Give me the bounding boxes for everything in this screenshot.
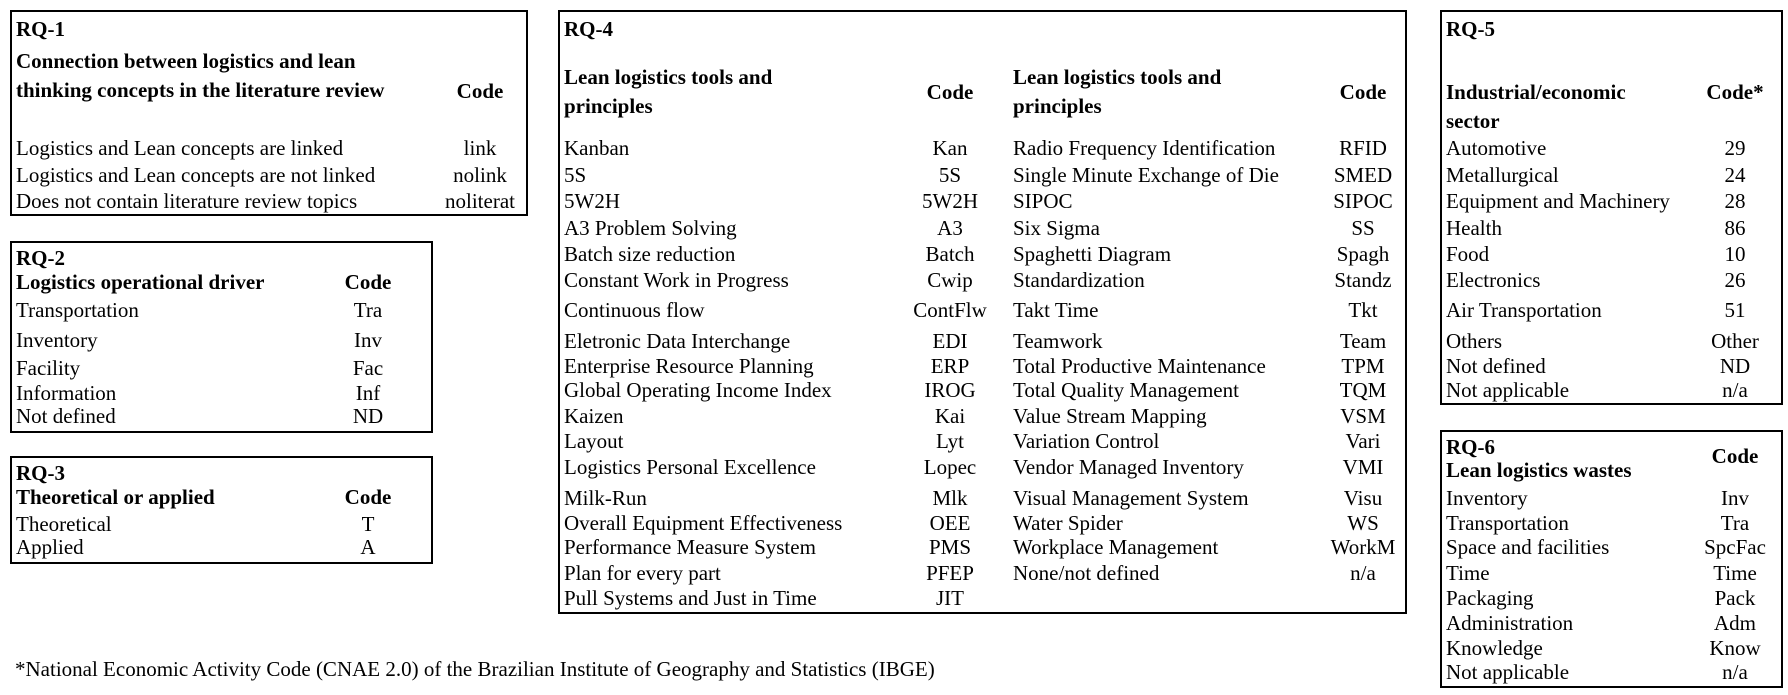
rq4-right-label: Total Quality Management — [1013, 378, 1239, 402]
rq1-row-code: noliterat — [445, 189, 515, 213]
rq4-right-code: SIPOC — [1333, 189, 1393, 213]
rq4-left-code: IROG — [924, 378, 976, 402]
rq3-header-label: Theoretical or applied — [16, 485, 215, 509]
rq4-right-label: Visual Management System — [1013, 486, 1249, 510]
rq4-left-label: Performance Measure System — [564, 535, 816, 559]
rq4-title: RQ-4 — [564, 17, 613, 41]
rq6-header-code: Code — [1711, 444, 1759, 468]
rq4-left-label: Constant Work in Progress — [564, 268, 789, 292]
rq4-left-code: Lyt — [935, 429, 964, 453]
rq2-header-label: Logistics operational driver — [16, 270, 265, 294]
rq4-left-code: 5W2H — [922, 189, 978, 213]
rq4-left-label: Batch size reduction — [564, 242, 736, 266]
rq2-row-label: Information — [16, 381, 117, 405]
rq4-left-label: Milk-Run — [564, 486, 647, 510]
rq4-right-code: Vari — [1345, 429, 1381, 453]
rq3-row-code: A — [360, 535, 376, 559]
rq1-row-label: Logistics and Lean concepts are not linked — [16, 163, 376, 187]
rq5-title: RQ-5 — [1446, 17, 1495, 41]
rq1-row-label: Logistics and Lean concepts are linked — [16, 136, 344, 160]
rq5-row-code: 51 — [1724, 298, 1746, 322]
rq4-right-label: Standardization — [1013, 268, 1145, 292]
rq4-left-label: Continuous flow — [564, 298, 705, 322]
rq4-left-code: PMS — [928, 535, 972, 559]
rq4-left-label: Overall Equipment Effectiveness — [564, 511, 843, 535]
rq2-row-code: Inf — [355, 381, 381, 405]
rq6-row-label: Transportation — [1446, 511, 1569, 535]
rq4-left-label: Kanban — [564, 136, 630, 160]
rq6-row-label: Inventory — [1446, 486, 1528, 510]
rq4-right-code: SMED — [1333, 163, 1393, 187]
rq6-row-label: Space and facilities — [1446, 535, 1610, 559]
rq4-right-code: Visu — [1343, 486, 1383, 510]
rq4-right-code: Standz — [1334, 268, 1392, 292]
rq4-right-code: Spagh — [1336, 242, 1390, 266]
rq6-row-code: SpcFac — [1704, 535, 1766, 559]
rq4-right-code: TPM — [1341, 354, 1385, 378]
rq5-header-code: Code* — [1706, 80, 1764, 104]
rq2-row-code: Inv — [354, 328, 382, 352]
rq3-row-code: T — [361, 512, 375, 536]
rq3-row-label: Theoretical — [16, 512, 112, 536]
rq2-row-code: Fac — [352, 356, 384, 380]
rq4-right-code: WorkM — [1330, 535, 1396, 559]
rq2-header-code: Code — [344, 270, 392, 294]
rq4-left-label: Logistics Personal Excellence — [564, 455, 816, 479]
rq6-row-label: Packaging — [1446, 586, 1534, 610]
rq5-row-code: 10 — [1724, 242, 1746, 266]
rq4-left-code: 5S — [938, 163, 962, 187]
rq4-right-code: VMI — [1342, 455, 1384, 479]
rq2-title: RQ-2 — [16, 246, 65, 270]
rq5-row-label: Food — [1446, 242, 1490, 266]
rq1-header-label: Connection between logistics and lean thinking concepts in the literature review — [16, 49, 385, 102]
rq4-right-code: Tkt — [1348, 298, 1378, 322]
rq6-row-label: Administration — [1446, 611, 1574, 635]
rq4-left-code: A3 — [937, 216, 963, 240]
rq6-row-code: n/a — [1722, 660, 1748, 684]
rq4-left-code: Mlk — [932, 486, 968, 510]
rq4-right-label: Vendor Managed Inventory — [1013, 455, 1244, 479]
rq1-header-code: Code — [456, 79, 504, 103]
rq5-row-label: Health — [1446, 216, 1502, 240]
rq4-right-code: n/a — [1350, 561, 1376, 585]
rq2-row-label: Inventory — [16, 328, 98, 352]
rq4-right-code: VSM — [1340, 404, 1386, 428]
rq4-left-code: OEE — [929, 511, 971, 535]
rq5-row-label: Not applicable — [1446, 378, 1570, 402]
rq4-left-code: Kai — [934, 404, 966, 428]
rq5-row-code: 24 — [1724, 163, 1746, 187]
rq2-row-code: Tra — [353, 298, 383, 322]
rq4-right-label: Six Sigma — [1013, 216, 1100, 240]
rq5-header-label: Industrial/economic sector — [1446, 80, 1626, 133]
rq4-left-label: Eletronic Data Interchange — [564, 329, 791, 353]
rq5-row-code: Other — [1711, 329, 1759, 353]
rq6-row-label: Not applicable — [1446, 660, 1570, 684]
rq6-row-code: Tra — [1720, 511, 1750, 535]
rq5-row-code: 29 — [1724, 136, 1746, 160]
rq4-right-code: SS — [1351, 216, 1375, 240]
rq5-row-code: 26 — [1724, 268, 1746, 292]
rq4-right-label: Workplace Management — [1013, 535, 1219, 559]
rq4-right-label: Single Minute Exchange of Die — [1013, 163, 1279, 187]
rq6-title: RQ-6 — [1446, 435, 1495, 459]
rq5-row-label: Electronics — [1446, 268, 1541, 292]
rq4-right-label: Radio Frequency Identification — [1013, 136, 1276, 160]
rq6-row-code: Adm — [1714, 611, 1756, 635]
rq6-header-label: Lean logistics wastes — [1446, 458, 1632, 482]
rq4-left-code: ContFlw — [913, 298, 987, 322]
rq6-row-code: Inv — [1721, 486, 1749, 510]
rq4-right-label: Variation Control — [1013, 429, 1160, 453]
rq4-right-code: RFID — [1339, 136, 1387, 160]
rq1-row-code: link — [463, 136, 497, 160]
rq4-left-label: Plan for every part — [564, 561, 721, 585]
rq5-row-label: Equipment and Machinery — [1446, 189, 1670, 213]
rq4-left-code: EDI — [932, 329, 968, 353]
rq4-right-label: Takt Time — [1013, 298, 1099, 322]
rq6-row-label: Time — [1446, 561, 1490, 585]
rq5-row-code: 86 — [1724, 216, 1746, 240]
rq4-left-label: A3 Problem Solving — [564, 216, 737, 240]
rq4-left-label: Pull Systems and Just in Time — [564, 586, 817, 610]
rq5-row-label: Automotive — [1446, 136, 1547, 160]
rq4-left-label: 5W2H — [564, 189, 620, 213]
rq4-left-header-label: Lean logistics tools and principles — [564, 65, 773, 118]
rq4-left-code: ERP — [930, 354, 970, 378]
rq4-left-code: Cwip — [927, 268, 973, 292]
rq2-row-code: ND — [352, 404, 384, 428]
rq6-row-code: Pack — [1714, 586, 1756, 610]
rq2-row-label: Transportation — [16, 298, 139, 322]
rq4-right-label: Spaghetti Diagram — [1013, 242, 1172, 266]
rq2-row-label: Facility — [16, 356, 81, 380]
rq1-row-label: Does not contain literature review topics — [16, 189, 358, 213]
rq6-row-code: Know — [1709, 636, 1761, 660]
rq5-row-label: Metallurgical — [1446, 163, 1559, 187]
rq4-right-label: Teamwork — [1013, 329, 1103, 353]
rq4-left-label: Kaizen — [564, 404, 624, 428]
rq4-right-code: TQM — [1339, 378, 1387, 402]
rq4-right-header-label: Lean logistics tools and principles — [1013, 65, 1222, 118]
rq6-row-label: Knowledge — [1446, 636, 1543, 660]
footnote: *National Economic Activity Code (CNAE 2.0) of the Brazilian Institute of Geography and Statistics (IBGE) — [15, 657, 935, 681]
rq4-left-code: Batch — [925, 242, 975, 266]
rq4-right-label: SIPOC — [1013, 189, 1073, 213]
rq4-left-label: Enterprise Resource Planning — [564, 354, 814, 378]
rq4-left-header-code: Code — [926, 80, 974, 104]
rq4-right-code: Team — [1339, 329, 1387, 353]
rq4-right-label: None/not defined — [1013, 561, 1160, 585]
rq5-row-code: ND — [1719, 354, 1751, 378]
rq5-row-code: n/a — [1722, 378, 1748, 402]
rq6-row-code: Time — [1713, 561, 1757, 585]
rq4-right-header-code: Code — [1339, 80, 1387, 104]
rq4-left-code: Lopec — [923, 455, 977, 479]
rq3-title: RQ-3 — [16, 461, 65, 485]
rq4-left-code: PFEP — [926, 561, 974, 585]
rq1-title: RQ-1 — [16, 17, 65, 41]
rq4-left-label: Layout — [564, 429, 624, 453]
rq3-header-code: Code — [344, 485, 392, 509]
rq5-row-label: Not defined — [1446, 354, 1546, 378]
rq4-right-label: Total Productive Maintenance — [1013, 354, 1266, 378]
rq4-right-label: Water Spider — [1013, 511, 1123, 535]
rq3-row-label: Applied — [16, 535, 84, 559]
rq4-left-code: Kan — [932, 136, 968, 160]
rq5-row-code: 28 — [1724, 189, 1746, 213]
rq4-right-code: WS — [1347, 511, 1379, 535]
rq5-row-label: Others — [1446, 329, 1502, 353]
rq4-left-label: 5S — [564, 163, 587, 187]
rq4-left-code: JIT — [936, 586, 964, 610]
rq5-row-label: Air Transportation — [1446, 298, 1602, 322]
rq2-row-label: Not defined — [16, 404, 116, 428]
rq4-left-label: Global Operating Income Index — [564, 378, 832, 402]
rq1-row-code: nolink — [453, 163, 507, 187]
rq4-right-label: Value Stream Mapping — [1013, 404, 1207, 428]
